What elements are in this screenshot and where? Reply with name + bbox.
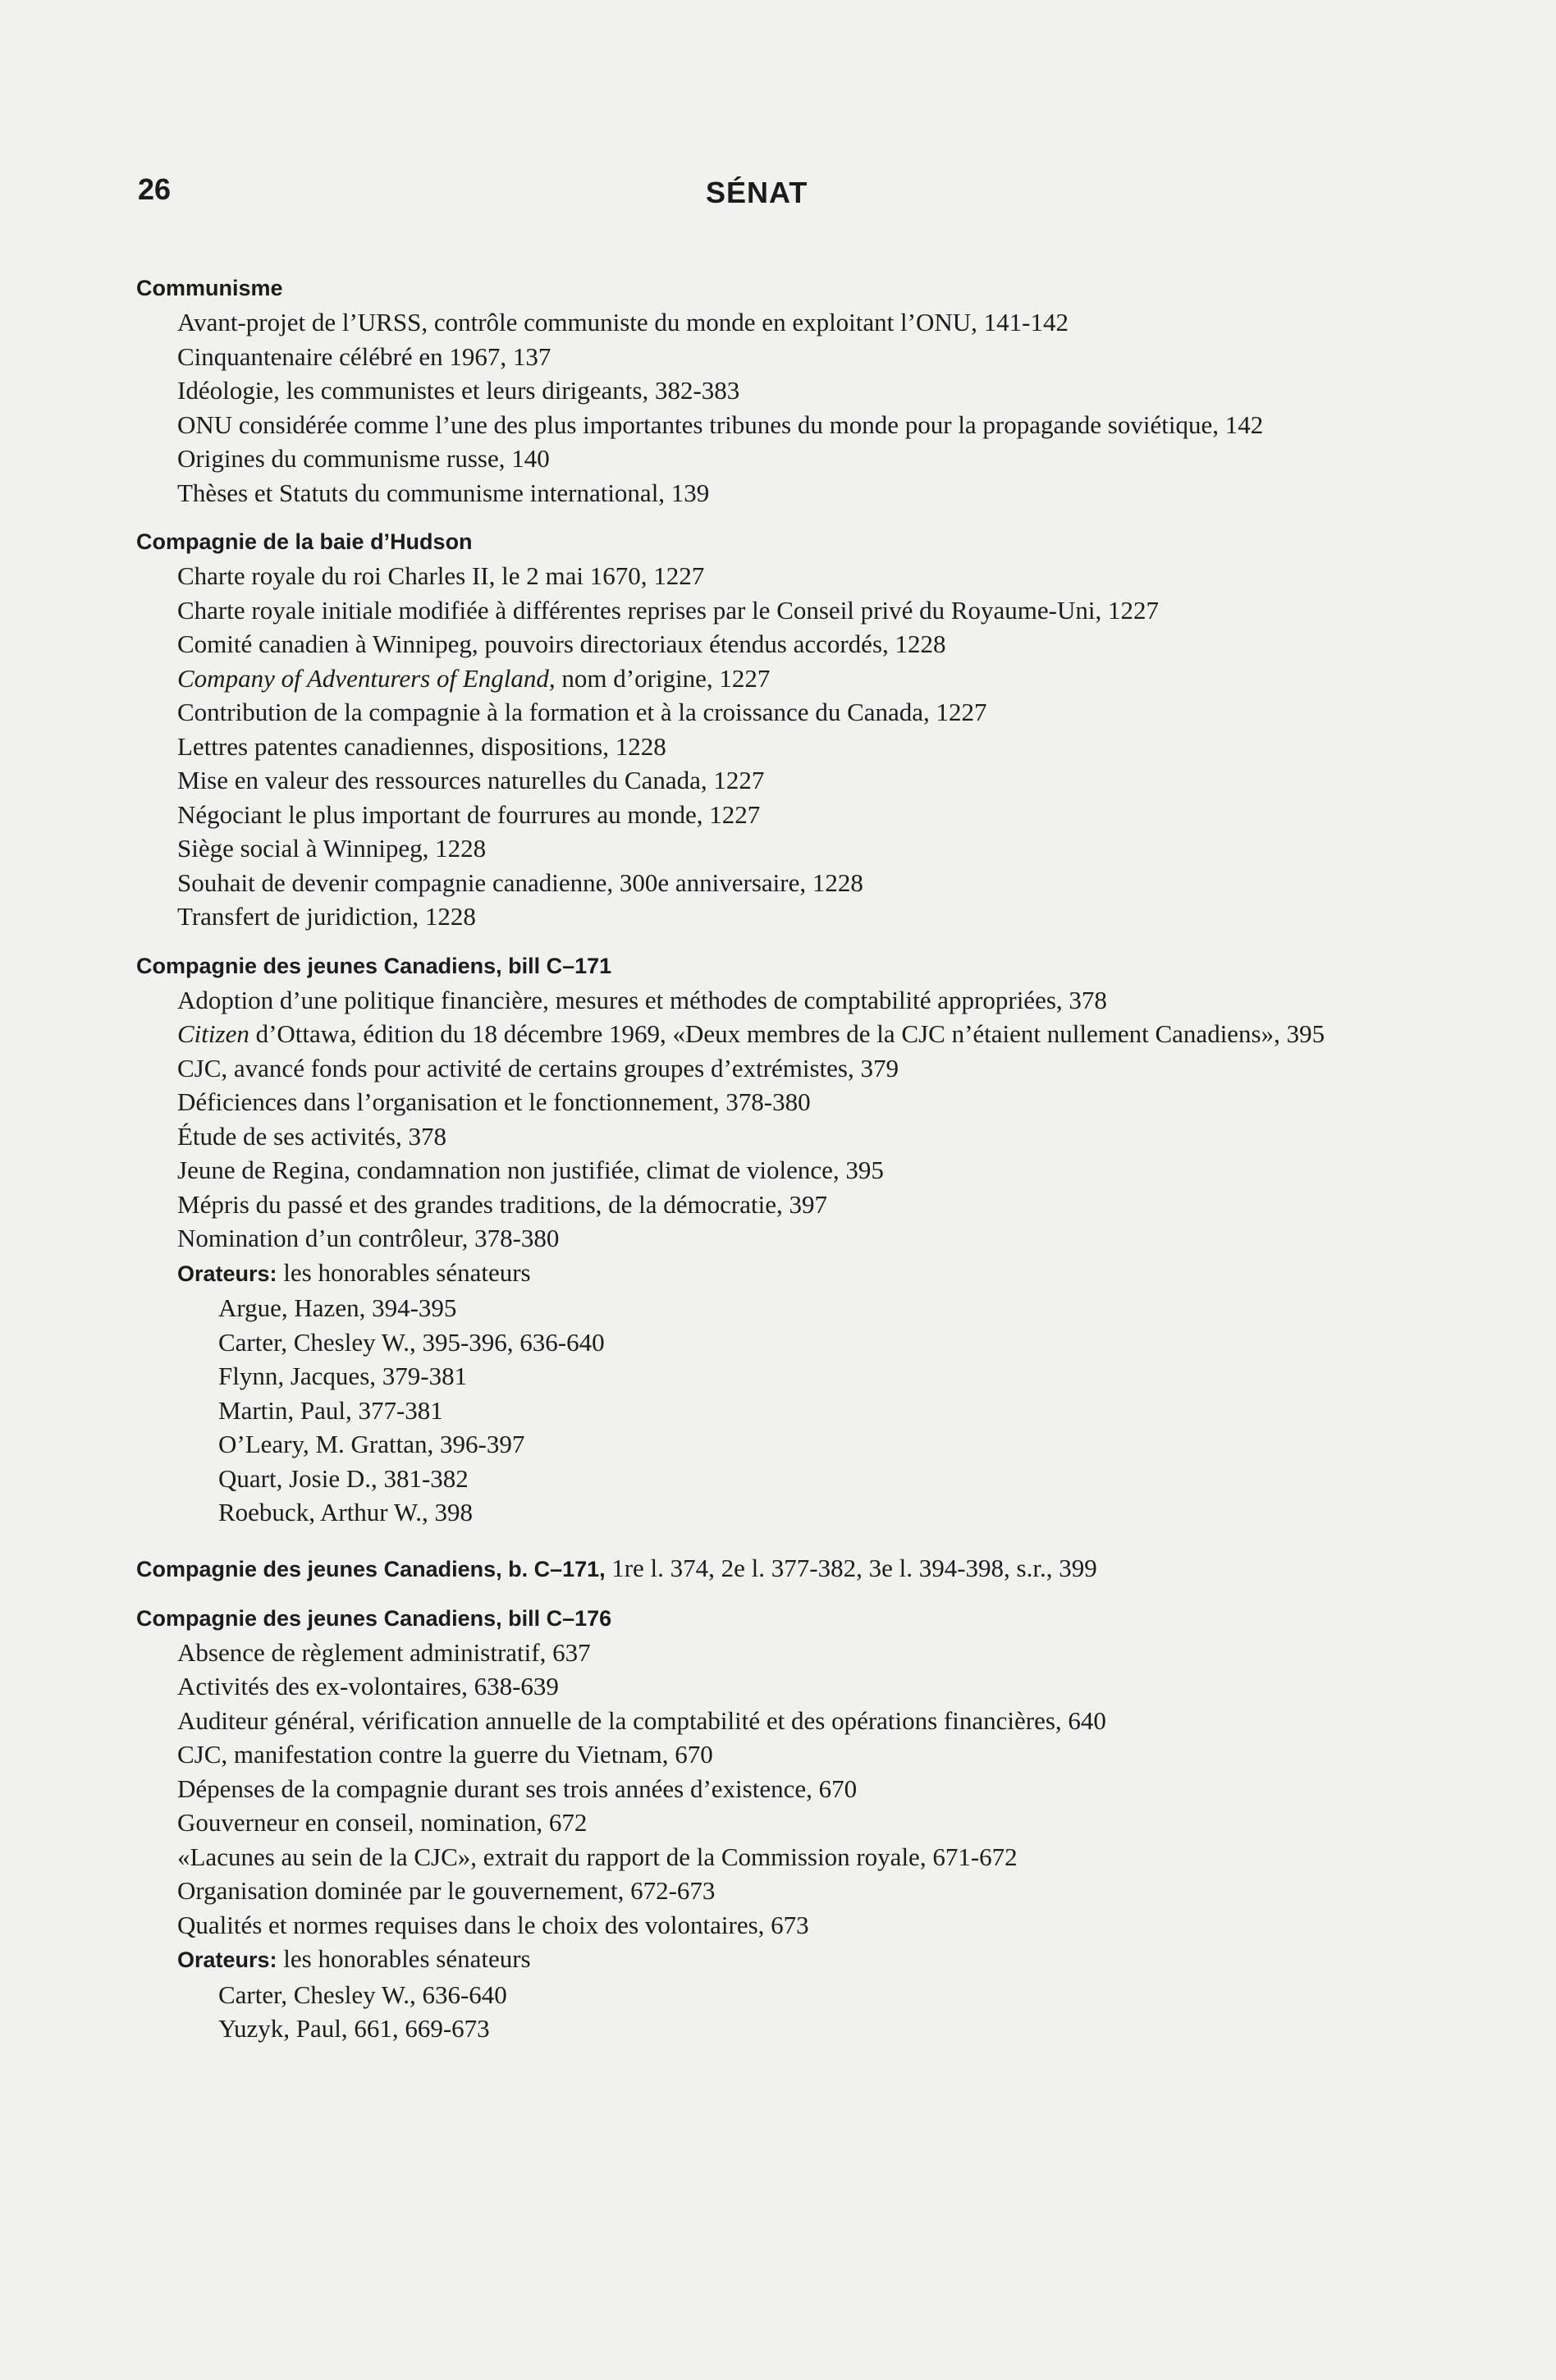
index-entry: Auditeur général, vérification annuelle de la comptabilité et des opérations financières, 640 [177,1705,1106,1735]
index-entry: Thèses et Statuts du communisme international, 139 [177,478,710,507]
speaker-entry: Martin, Paul, 377-381 [218,1395,443,1425]
index-entry: Étude de ses activités, 378 [177,1121,446,1151]
index-entry: Origines du communisme russe, 140 [177,444,550,473]
index-entry: Qualités et normes requises dans le choix des volontaires, 673 [177,1910,809,1939]
index-entry: ONU considérée comme l’une des plus importantes tribunes du monde pour la propagande soviétique, 142 [177,410,1264,439]
index-entry: Nomination d’un contrôleur, 378-380 [177,1224,560,1252]
speaker-entry: Quart, Josie D., 381-382 [218,1463,469,1493]
index-entry: Absence de règlement administratif, 637 [177,1637,591,1667]
index-entry: Charte royale initiale modifiée à différentes reprises par le Conseil privé du Royaume-Uni, 1227 [177,595,1159,625]
page-number: 26 [138,172,172,206]
index-entry: CJC, manifestation contre la guerre du Vietnam, 670 [177,1740,713,1769]
speaker-entry: Yuzyk, Paul, 661, 669-673 [218,2014,490,2043]
speaker-entry: Carter, Chesley W., 395-396, 636-640 [218,1327,605,1357]
entry-text: d’Ottawa, édition du 18 décembre 1969, «Deux membres de la CJC n’étaient nullement Canadiens», 395 [255,1019,1325,1048]
speakers-line [136,1256,1441,1292]
index-entry: Siège social à Winnipeg, 1228 [177,834,487,863]
index-entry: Adoption d’une politique financière, mesures et méthodes de comptabilité appropriées, 378 [177,985,1107,1014]
italic-title: Company of Adventurers of England, [177,663,556,693]
index-entry: Déficiences dans l’organisation et le fonctionnement, 378-380 [177,1087,811,1116]
index-heading: Communisme [136,276,283,300]
speaker-entry: Carter, Chesley W., 636-640 [218,1980,507,2009]
speaker-entry: Roebuck, Arthur W., 398 [218,1498,473,1526]
index-entry: Dépenses de la compagnie durant ses trois années d’existence, 670 [177,1774,858,1803]
running-head: SÉNAT [706,176,808,209]
index-entry: Avant-projet de l’URSS, contrôle communiste du monde en exploitant l’ONU, 141-142 [177,308,1069,336]
speakers-line [136,1942,1441,1978]
index-content [136,271,1441,2046]
heading-text: Compagnie des jeunes Canadiens, b. C–171, [136,1556,606,1581]
speaker-entry: Flynn, Jacques, 379-381 [218,1362,468,1390]
entry-text: nom d’origine, 1227 [561,663,771,693]
italic-title: Citizen [177,1019,249,1048]
speakers-intro: les honorables sénateurs [283,1944,531,1973]
speakers-intro: les honorables sénateurs [283,1257,531,1287]
index-entry: Négociant le plus important de fourrures au monde, 1227 [177,799,761,829]
index-entry [136,1017,1441,1051]
heading-refs: 1re l. 374, 2e l. 377-382, 3e l. 394-398, s.r., 399 [611,1553,1097,1582]
speaker-entry: O’Leary, M. Grattan, 396-397 [218,1430,525,1458]
speakers-label: Orateurs: [177,1261,277,1286]
speakers-label: Orateurs: [177,1947,277,1972]
index-entry: Jeune de Regina, condamnation non justifiée, climat de violence, 395 [177,1156,884,1184]
index-entry: Organisation dominée par le gouvernement, 672-673 [177,1876,716,1905]
index-heading: Compagnie des jeunes Canadiens, bill C–171 [136,953,612,978]
index-entry: Mépris du passé et des grandes traditions, de la démocratie, 397 [177,1189,827,1219]
index-entry: Mise en valeur des ressources naturelles du Canada, 1227 [177,766,765,794]
index-entry: «Lacunes au sein de la CJC», extrait du rapport de la Commission royale, 671-672 [177,1842,1018,1871]
index-entry: Comité canadien à Winnipeg, pouvoirs directoriaux étendus accordés, 1228 [177,629,946,658]
index-heading: Compagnie de la baie d’Hudson [136,529,473,554]
index-entry: Lettres patentes canadiennes, dispositions, 1228 [177,731,666,761]
index-entry: Charte royale du roi Charles II, le 2 mai 1670, 1227 [177,561,705,590]
index-heading [136,1551,1441,1586]
index-entry: Souhait de devenir compagnie canadienne, 300e anniversaire, 1228 [177,867,863,897]
index-entry [136,661,1441,696]
index-entry: Transfert de juridiction, 1228 [177,902,476,931]
index-entry: Contribution de la compagnie à la formation et à la croissance du Canada, 1227 [177,698,987,726]
index-entry: Activités des ex-volontaires, 638-639 [177,1672,559,1700]
index-entry: Cinquantenaire célébré en 1967, 137 [177,341,551,371]
index-entry: Idéologie, les communistes et leurs dirigeants, 382-383 [177,376,740,405]
speaker-entry: Argue, Hazen, 394-395 [218,1293,457,1322]
index-entry: Gouverneur en conseil, nomination, 672 [177,1808,588,1837]
index-entry: CJC, avancé fonds pour activité de certains groupes d’extrémistes, 379 [177,1053,899,1082]
index-heading: Compagnie des jeunes Canadiens, bill C–176 [136,1605,612,1631]
